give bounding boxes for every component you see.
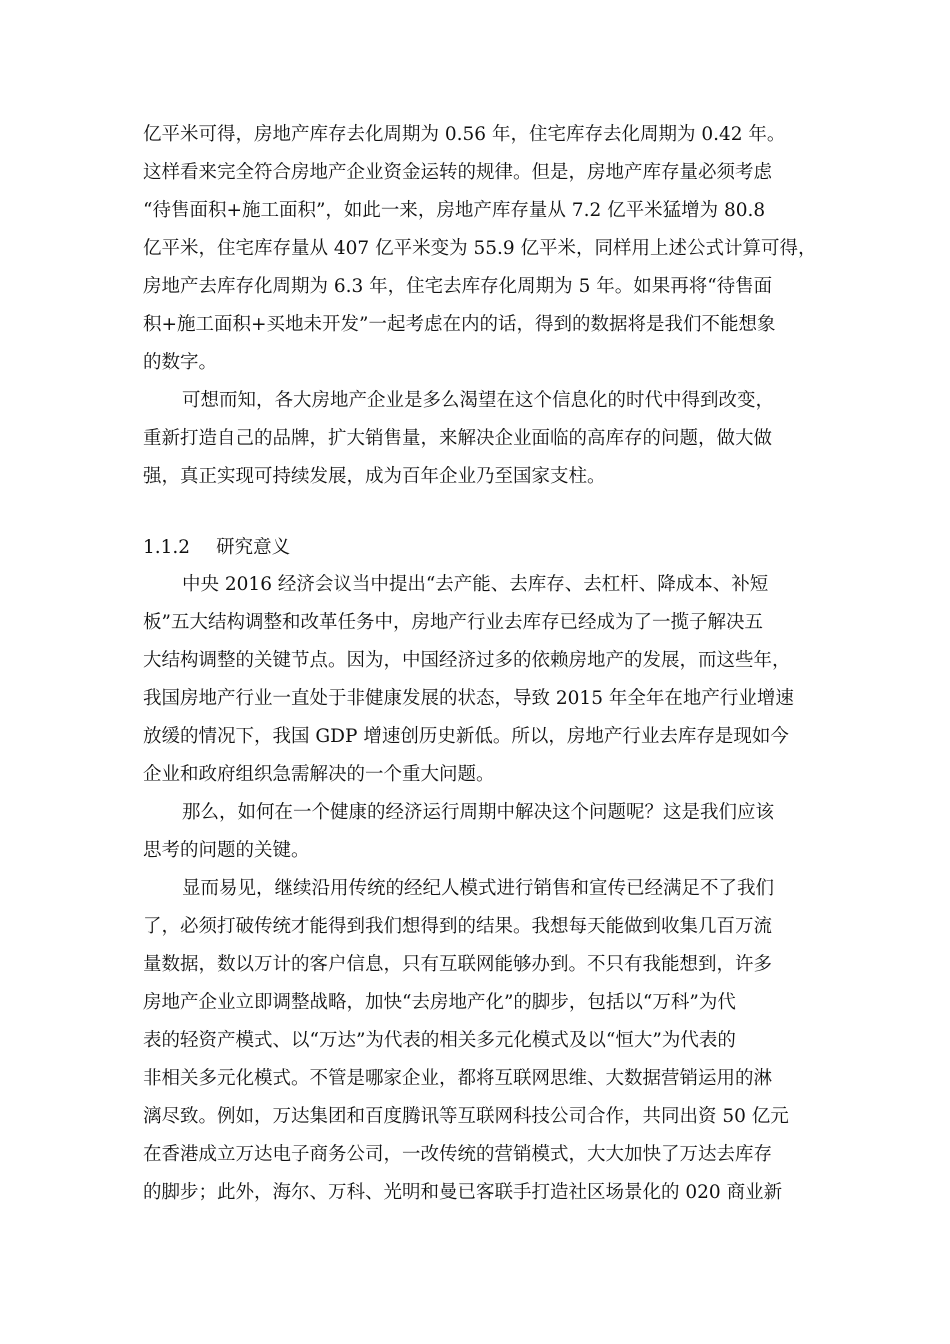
paragraph-line: 的脚步；此外，海尔、万科、光明和曼已客联手打造社区场景化的 020 商业新	[143, 1182, 783, 1203]
paragraph-line: 漓尽致。例如，万达集团和百度腾讯等互联网科技公司合作，共同出资 50 亿元	[143, 1106, 789, 1127]
section-title: 研究意义	[216, 537, 291, 558]
paragraph-line: 表的轻资产模式、以“万达”为代表的相关多元化模式及以“恒大”为代表的	[143, 1030, 736, 1051]
paragraph-line: 中央 2016 经济会议当中提出“去产能、去库存、去杠杆、降成本、补短	[182, 574, 769, 595]
paragraph-line: 可想而知，各大房地产企业是多么渴望在这个信息化的时代中得到改变，	[182, 390, 775, 411]
paragraph-line: 思考的问题的关键。	[143, 840, 310, 861]
paragraph-line: 了，必须打破传统才能得到我们想得到的结果。我想每天能做到收集几百万流	[143, 916, 773, 937]
paragraph-line: 积+施工面积+买地未开发”一起考虑在内的话，得到的数据将是我们不能想象	[143, 314, 776, 335]
paragraph-line: 亿平米，住宅库存量从 407 亿平米变为 55.9 亿平米，同样用上述公式计算可得，	[143, 238, 817, 259]
paragraph-line: 房地产去库存化周期为 6.3 年，住宅去库存化周期为 5 年。如果再将“待售面	[143, 276, 773, 297]
paragraph-line: “待售面积+施工面积”，如此一来，房地产库存量从 7.2 亿平米猛增为 80.8	[143, 200, 766, 221]
paragraph-line: 板”五大结构调整和改革任务中，房地产行业去库存已经成为了一揽子解决五	[143, 612, 763, 633]
paragraph-line: 亿平米可得，房地产库存去化周期为 0.56 年，住宅库存去化周期为 0.42 年。	[143, 124, 786, 145]
paragraph-line: 这样看来完全符合房地产企业资金运转的规律。但是，房地产库存量必须考虑	[143, 162, 773, 183]
paragraph-line: 放缓的情况下，我国 GDP 增速创历史新低。所以，房地产行业去库存是现如今	[143, 726, 789, 747]
paragraph-line: 企业和政府组织急需解决的一个重大问题。	[143, 764, 495, 785]
paragraph-line: 大结构调整的关键节点。因为，中国经济过多的依赖房地产的发展，而这些年，	[143, 650, 791, 671]
paragraph-line: 那么，如何在一个健康的经济运行周期中解决这个问题呢？这是我们应该	[182, 802, 775, 823]
paragraph-line: 重新打造自己的品牌，扩大销售量，来解决企业面临的高库存的问题，做大做	[143, 428, 773, 449]
paragraph-line: 在香港成立万达电子商务公司，一改传统的营销模式，大大加快了万达去库存	[143, 1144, 773, 1165]
paragraph-line: 我国房地产行业一直处于非健康发展的状态，导致 2015 年全年在地产行业增速	[143, 688, 794, 709]
paragraph-line: 显而易见，继续沿用传统的经纪人模式进行销售和宣传已经满足不了我们	[182, 878, 775, 899]
section-number: 1.1.2	[143, 537, 191, 558]
paragraph-line: 的数字。	[143, 352, 218, 373]
paragraph-line: 强，真正实现可持续发展，成为百年企业乃至国家支柱。	[143, 466, 606, 487]
paragraph-line: 量数据，数以万计的客户信息，只有互联网能够办到。不只有我能想到，许多	[143, 954, 773, 975]
paragraph-line: 房地产企业立即调整战略，加快“去房地产化”的脚步，包括以“万科”为代	[143, 992, 736, 1013]
paragraph-line: 非相关多元化模式。不管是哪家企业，都将互联网思维、大数据营销运用的淋	[143, 1068, 773, 1089]
section-heading	[143, 531, 290, 565]
